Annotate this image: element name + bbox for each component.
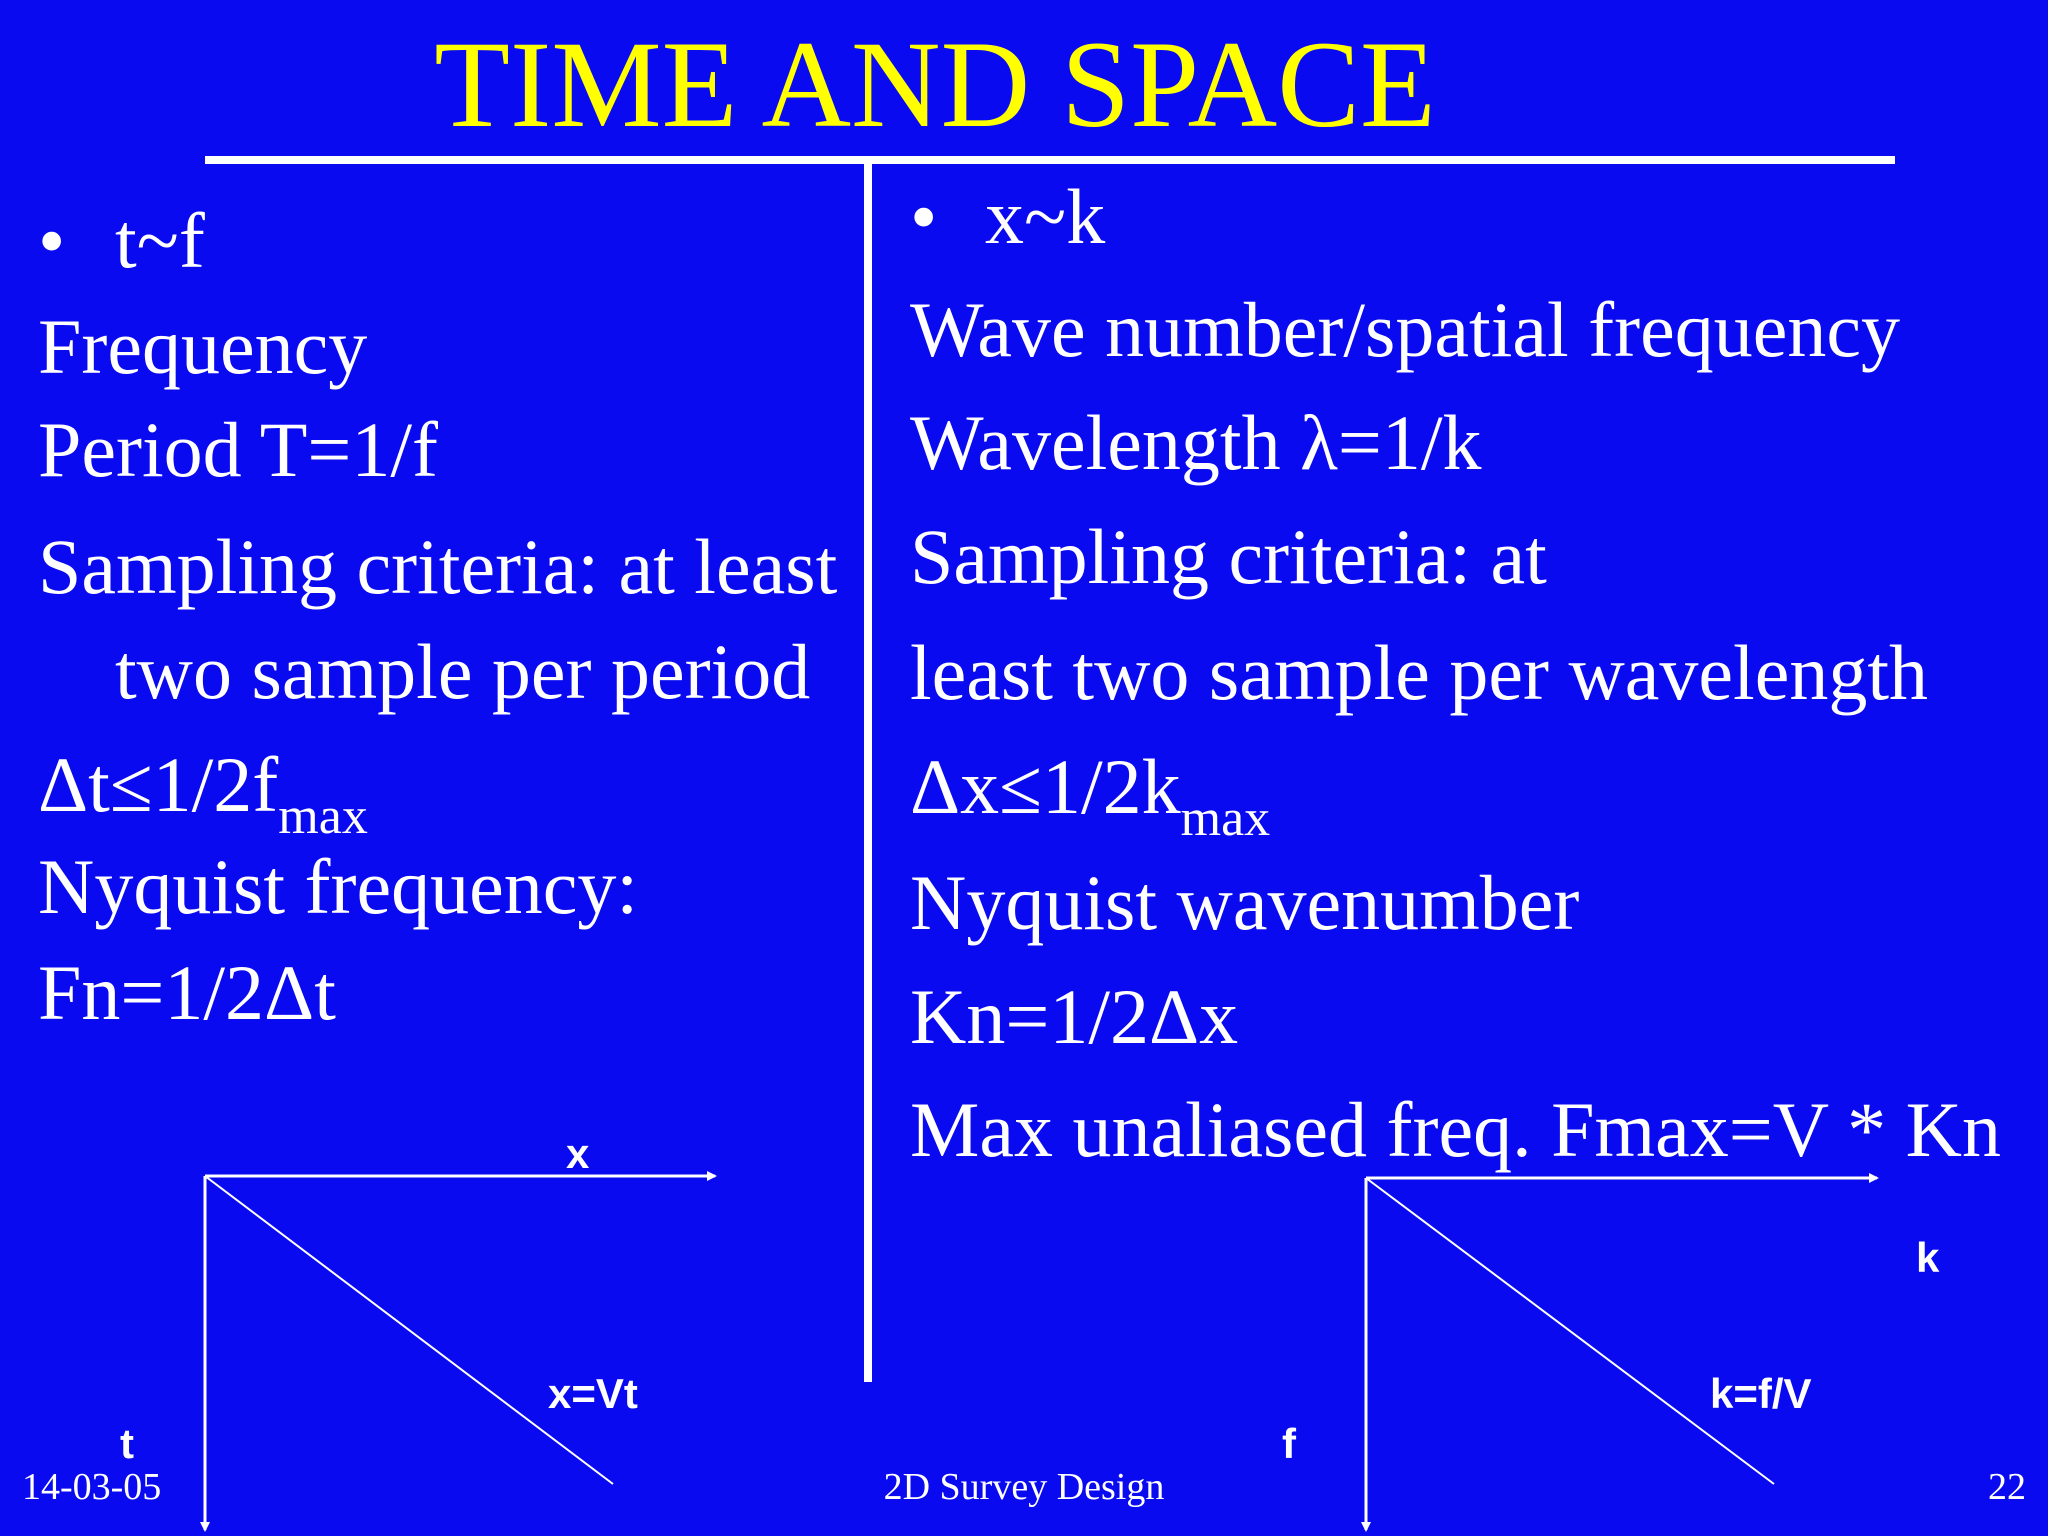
right-sampling-line-1: Sampling criteria: at — [910, 513, 1547, 600]
left-delta-t-main: Δt≤1/2f — [38, 741, 279, 828]
bullet-dot-left: • — [38, 197, 66, 284]
left-frequency: Frequency — [38, 303, 368, 390]
left-period: Period T=1/f — [38, 406, 439, 493]
page-number: 22 — [1988, 1466, 2026, 1508]
bullet-dot-right: • — [910, 173, 938, 260]
right-delta-x-main: Δx≤1/2k — [910, 743, 1181, 830]
right-wavelength: Wavelength λ=1/k — [910, 399, 1482, 486]
f-axis-label: f — [1282, 1420, 1296, 1467]
left-sampling-line-2: two sample per period — [115, 628, 811, 715]
left-nyquist-formula: Fn=1/2Δt — [38, 949, 336, 1036]
k-fv-line — [1366, 1178, 1774, 1484]
left-nyquist-label: Nyquist frequency: — [38, 843, 639, 930]
left-sampling-line-1: Sampling criteria: at least — [38, 523, 838, 610]
slide-title: TIME AND SPACE — [434, 16, 1436, 153]
right-bullet-text: x~k — [985, 173, 1106, 260]
right-nyquist-label: Nyquist wavenumber — [910, 859, 1580, 946]
t-axis-label: t — [120, 1420, 134, 1467]
x-vt-label: x=Vt — [548, 1370, 638, 1417]
x-vt-line — [205, 1176, 613, 1484]
right-wavenumber: Wave number/spatial frequency — [910, 286, 1900, 373]
right-max-unaliased: Max unaliased freq. Fmax=V * Kn — [910, 1086, 2002, 1173]
k-fv-label: k=f/V — [1710, 1370, 1812, 1417]
k-axis-label: k — [1916, 1234, 1940, 1281]
left-delta-t-sub: max — [278, 788, 368, 845]
right-delta-x-sub: max — [1180, 790, 1271, 847]
right-sampling-line-2: least two sample per wavelength — [910, 629, 1928, 716]
footer-date: 14-03-05 — [22, 1466, 162, 1508]
x-axis-label: x — [566, 1130, 590, 1177]
footer-title: 2D Survey Design — [883, 1466, 1165, 1508]
left-bullet-text: t~f — [115, 197, 205, 284]
right-nyquist-formula: Kn=1/2Δx — [910, 973, 1239, 1060]
